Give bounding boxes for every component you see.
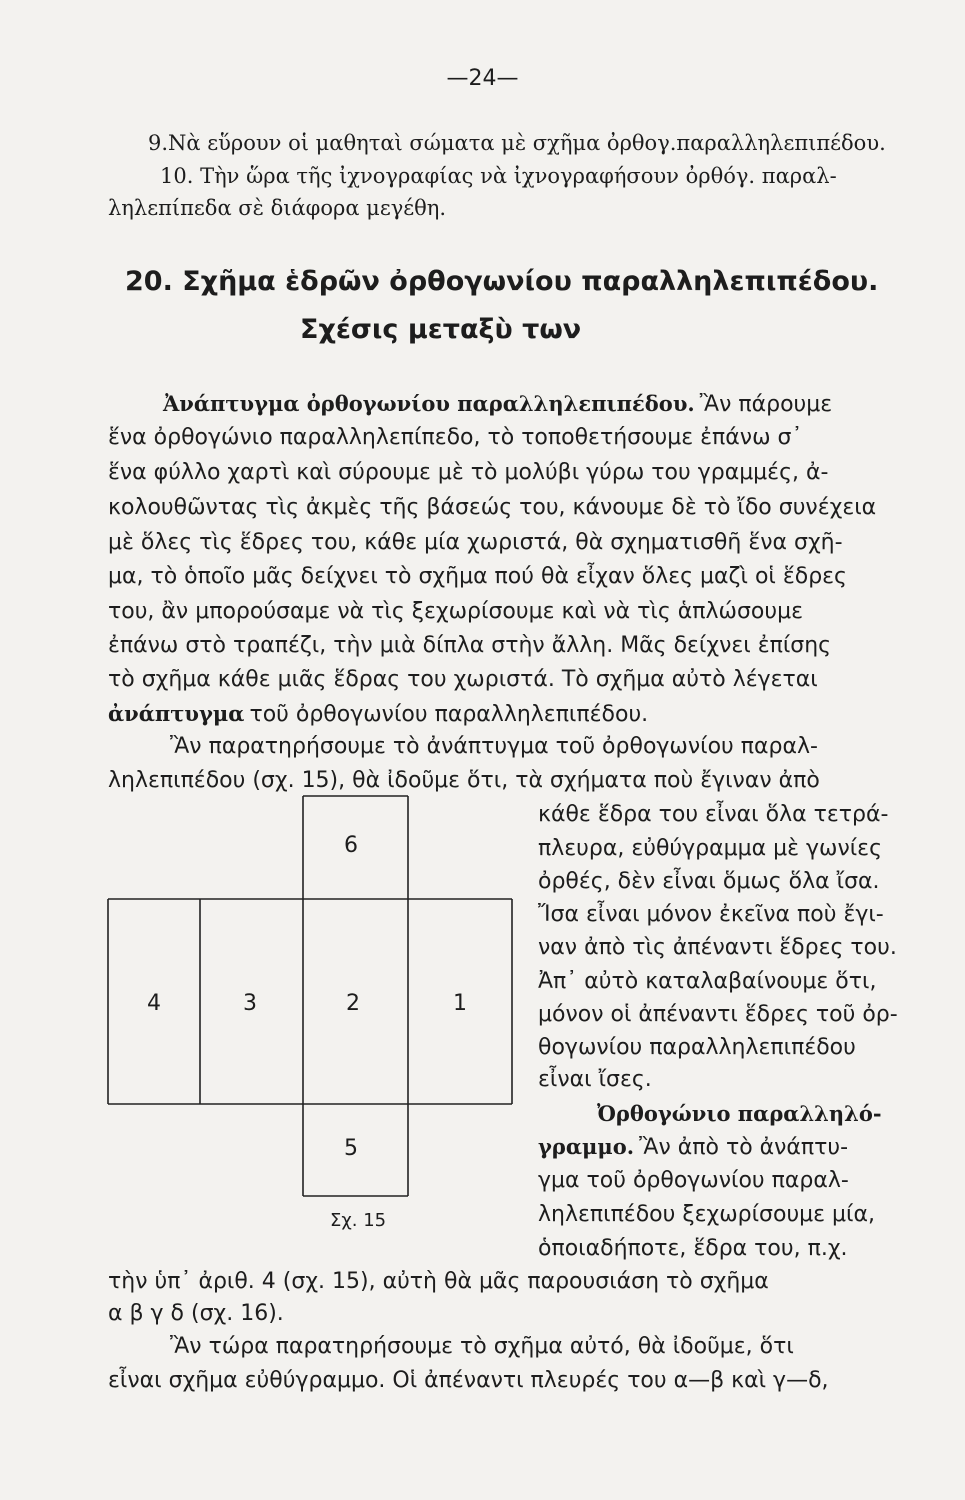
para3-heading-line2: γραμμο. [538,1134,635,1159]
para2-line2: ληλεπιπέδου (σχ. 15), θὰ ἰδοῦμε ὅτι, τὰ σχήματα ποὺ ἔγιναν ἀπὸ [108,768,820,793]
para3-line5: τὴν ὑπ᾽ ἀριθ. 4 (σχ. 15), αὐτὴ θὰ μᾶς παρουσιάση τὸ σχῆμα [108,1269,769,1294]
para1-line8: ἐπάνω στὸ τραπέζι, τὴν μιὰ δίπλα στὴν ἄλλη. Μᾶς δείχνει ἐπίσης [108,633,832,658]
section-title: 20. Σχῆμα ἑδρῶν ὀρθογωνίου παραλληλεπιπέδου. [125,266,879,297]
exercise-9: 9.Νὰ εὕρουν οἱ μαθηταὶ σώματα μὲ σχῆμα ὀρθογ.παραλληλεπιπέδου. [148,131,886,155]
face-label-3: 3 [243,991,257,1016]
para1-line3: ἕνα φύλλο χαρτὶ καὶ σύρουμε μὲ τὸ μολύβι γύρω του γραμμές, ἀ- [108,460,829,485]
para2-line6: Ἴσα εἶναι μόνον ἐκεῖνα ποὺ ἔγι- [538,902,884,927]
exercise-10-cont: ληλεπίπεδα σὲ διάφορα μεγέθη. [108,196,447,220]
face-label-1: 1 [453,991,467,1016]
para2-line8: Ἀπ᾽ αὐτὸ καταλαβαίνουμε ὅτι, [538,969,877,994]
para3-line6: α β γ δ (σχ. 16). [108,1301,284,1326]
para3-line4: ὁποιαδήποτε, ἕδρα του, π.χ. [538,1236,848,1261]
face-label-2: 2 [346,991,360,1016]
para1-line10-text: τοῦ ὀρθογωνίου παραλληλεπιπέδου. [249,702,649,727]
para1-line4: κολουθῶντας τὶς ἀκμὲς τῆς βάσεώς του, κάνουμε δὲ τὸ ἴδο συνέχεια [108,495,877,520]
face-label-6: 6 [344,833,358,858]
page-number: —24— [446,66,519,91]
para4-line1: Ἂν τώρα παρατηρήσουμε τὸ σχῆμα αὐτό, θὰ ἰδοῦμε, ὅτι [170,1334,794,1359]
para4-line2: εἶναι σχῆμα εὐθύγραμμο. Οἱ ἀπέναντι πλευρές του α—β καὶ γ—δ, [108,1368,829,1393]
para1-line1-text: Ἂν πάρουμε [699,392,833,417]
para2-line3: κάθε ἕδρα του εἶναι ὅλα τετρά- [538,802,889,827]
exercise-10: 10. Τὴν ὥρα τῆς ἰχνογραφίας νὰ ἰχνογραφήσουν ὀρθόγ. παραλ- [160,164,837,188]
para2-line11: εἶναι ἴσες. [538,1067,652,1092]
para2-line10: θογωνίου παραλληλεπιπέδου [538,1035,856,1060]
para1-line5: μὲ ὅλες τὶς ἕδρες του, κάθε μία χωριστά, θὰ σχηματισθῆ ἕνα σχῆ- [108,530,843,555]
para3-heading-line1: Ὀρθογώνιο παραλληλό- [597,1101,882,1126]
face-label-4: 4 [147,991,161,1016]
para1-line7: του, ἂν μπορούσαμε νὰ τὶς ξεχωρίσουμε καὶ νὰ τὶς ἁπλώσουμε [108,599,803,624]
para1-line6: μα, τὸ ὁποῖο μᾶς δείχνει τὸ σχῆμα πού θὰ εἶχαν ὅλες μαζὶ οἱ ἕδρες [108,564,847,589]
para2-line7: ναν ἀπὸ τὶς ἀπέναντι ἕδρες του. [538,935,897,960]
term-anaptygma: ἀνάπτυγμα [108,701,245,726]
face-label-5: 5 [344,1136,358,1161]
para2-line1: Ἂν παρατηρήσουμε τὸ ἀνάπτυγμα τοῦ ὀρθογωνίου παραλ- [170,734,818,759]
para1-line9: τὸ σχῆμα κάθε μιᾶς ἕδρας του χωριστά. Τὸ σχῆμα αὐτὸ λέγεται [108,667,818,692]
para1-line2: ἕνα ὀρθογώνιο παραλληλεπίπεδο, τὸ τοποθετήσουμε ἐπάνω σ᾽ [108,425,803,450]
para1-heading: Ἀνάπτυγμα ὀρθογωνίου παραλληλεπιπέδου. [163,391,695,416]
para2-line9: μόνον οἱ ἀπέναντι ἕδρες τοῦ ὀρ- [538,1002,898,1027]
para2-line5: ὀρθές, δὲν εἶναι ὅμως ὅλα ἴσα. [538,869,880,894]
para3-line3: ληλεπιπέδου ξεχωρίσουμε μία, [538,1202,875,1227]
figure-caption: Σχ. 15 [330,1210,387,1231]
para3-line1-text: Ἂν ἀπὸ τὸ ἀνάπτυ- [639,1135,849,1160]
section-subtitle: Σχέσις μεταξὺ των [300,314,582,345]
para2-line4: πλευρα, εὐθύγραμμα μὲ γωνίες [538,836,882,861]
para3-line2: γμα τοῦ ὀρθογωνίου παραλ- [538,1168,849,1193]
